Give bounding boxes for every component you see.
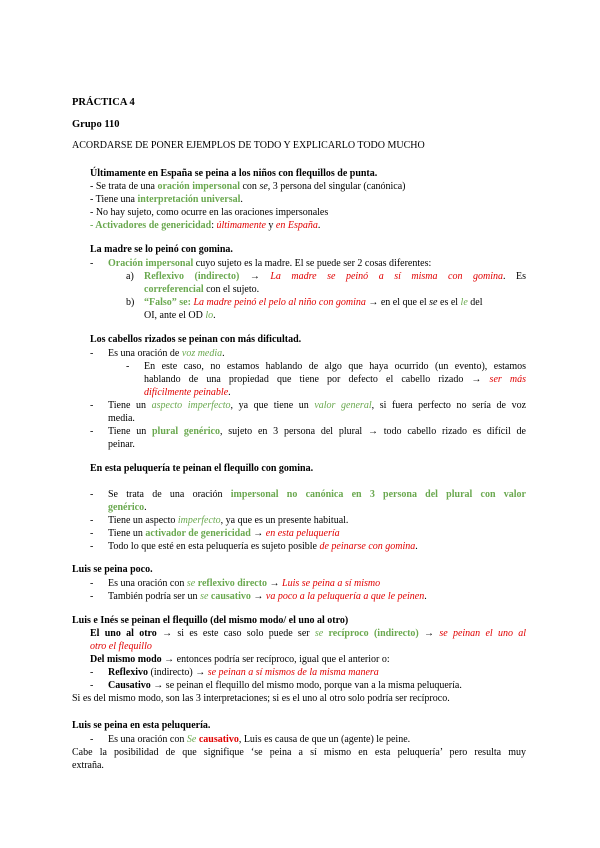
- section-heading: Luis se peina en esta peluquería.: [72, 720, 211, 731]
- text-line: Reflexivo (indirecto) → se peinan a sí mismos de la misma manera: [108, 667, 379, 678]
- group-label: Grupo 110: [72, 119, 120, 130]
- text-line: otro el flequillo: [90, 641, 152, 652]
- bullet-dash: -: [90, 258, 94, 269]
- list-label: b): [126, 297, 135, 308]
- text-line: genérico.: [108, 502, 147, 513]
- text-line: Es una oración con Se causativo, Luis es causa de que un (agente) le peine.: [108, 734, 411, 745]
- text-line: Oración impersonal cuyo sujeto es la madre. El se puede ser 2 cosas diferentes:: [108, 258, 432, 269]
- text-line: Todo lo que esté en esta peluquería es sujeto posible de peinarse con gomina.: [108, 541, 418, 552]
- text-line: En este caso, no estamos hablando de algo que haya ocurrido (un evento), estamos: [144, 361, 526, 372]
- section-heading: La madre se lo peinó con gomina.: [90, 244, 233, 255]
- text-line: El uno al otro → si es este caso solo puede ser se recíproco (indirecto) → se peinan el uno al: [90, 628, 527, 639]
- text-line: Tiene un aspecto imperfecto, ya que es un presente habitual.: [108, 515, 349, 526]
- text-line: Si es del mismo modo, son las 3 interpretaciones; si es el uno al otro solo podría ser recíproco.: [72, 693, 450, 704]
- text-line: - Se trata de una oración impersonal con se, 3 persona del singular (canónica): [90, 181, 406, 192]
- text-line: Cabe la posibilidad de que signifique ‘se peina a sí mismo en esta peluquería’ pero resulta muy: [72, 747, 526, 758]
- section-heading: Luis e Inés se peinan el flequillo (del mismo modo/ el uno al otro): [72, 615, 349, 626]
- bullet-dash: -: [90, 515, 94, 526]
- text-line: - Tiene una interpretación universal.: [90, 194, 243, 205]
- section-heading: En esta peluquería te peinan el flequillo con gomina.: [90, 463, 314, 474]
- bullet-dash: -: [90, 348, 94, 359]
- text-line: Tiene un activador de genericidad → en esta peluquería: [108, 528, 340, 539]
- bullet-dash: -: [90, 400, 94, 411]
- text-line: difícilmente peinable.: [144, 387, 231, 398]
- bullet-dash: -: [90, 734, 94, 745]
- section-heading: Los cabellos rizados se peinan con más dificultad.: [90, 334, 302, 345]
- bullet-dash: -: [90, 426, 94, 437]
- text-line: También podría ser un se causativo → va poco a la peluquería a que le peinen.: [108, 591, 427, 602]
- reminder-note: ACORDARSE DE PONER EJEMPLOS DE TODO Y EXPLICARLO TODO MUCHO: [72, 140, 425, 151]
- text-line: Tiene un aspecto imperfecto, ya que tiene un valor general, si fuera perfecto no sería de voz: [108, 400, 527, 411]
- text-line: Se trata de una oración impersonal no canónica en 3 persona del plural con valor: [108, 489, 526, 500]
- text-line: Es una oración de voz media.: [108, 348, 225, 359]
- text-line: Tiene un plural genérico, sujeto en 3 persona del plural → todo cabello rizado es difícil de: [108, 426, 526, 437]
- bullet-dash: -: [126, 361, 130, 372]
- text-line: peinar.: [108, 439, 135, 450]
- bullet-dash: -: [90, 528, 94, 539]
- bullet-dash: -: [90, 680, 94, 691]
- text-line: Del mismo modo → entonces podría ser recíproco, igual que el anterior o:: [90, 654, 390, 665]
- text-line: media.: [108, 413, 135, 424]
- section-heading: Últimamente en España se peina a los niños con flequillos de punta.: [90, 168, 378, 179]
- bullet-dash: -: [90, 667, 94, 678]
- text-line: correferencial con el sujeto.: [144, 284, 260, 295]
- bullet-dash: -: [90, 489, 94, 500]
- list-label: a): [126, 271, 134, 282]
- text-line: “Falso” se: La madre peinó el pelo al niño con gomina → en el que el se es el le del: [144, 297, 483, 308]
- text-line: - Activadores de genericidad: últimamente y en España.: [90, 220, 321, 231]
- bullet-dash: -: [90, 541, 94, 552]
- section-heading: Luis se peina poco.: [72, 564, 153, 575]
- text-line: - No hay sujeto, como ocurre en las oraciones impersonales: [90, 207, 329, 218]
- bullet-dash: -: [90, 591, 94, 602]
- text-line: extraña.: [72, 760, 104, 771]
- bullet-dash: -: [90, 578, 94, 589]
- text-line: Reflexivo (indirecto) → La madre se peinó a sí misma con gomina. Es: [144, 271, 526, 282]
- text-line: Causativo → se peinan el flequillo del mismo modo, porque van a la misma peluquería.: [108, 680, 462, 691]
- text-line: hablando de una propiedad que tiene por defecto el cabello rizado → ser más: [144, 374, 526, 385]
- page-title: PRÁCTICA 4: [72, 97, 135, 108]
- text-line: Es una oración con se reflexivo directo → Luis se peina a sí mismo: [108, 578, 381, 589]
- text-line: OI, ante el OD lo.: [144, 310, 216, 321]
